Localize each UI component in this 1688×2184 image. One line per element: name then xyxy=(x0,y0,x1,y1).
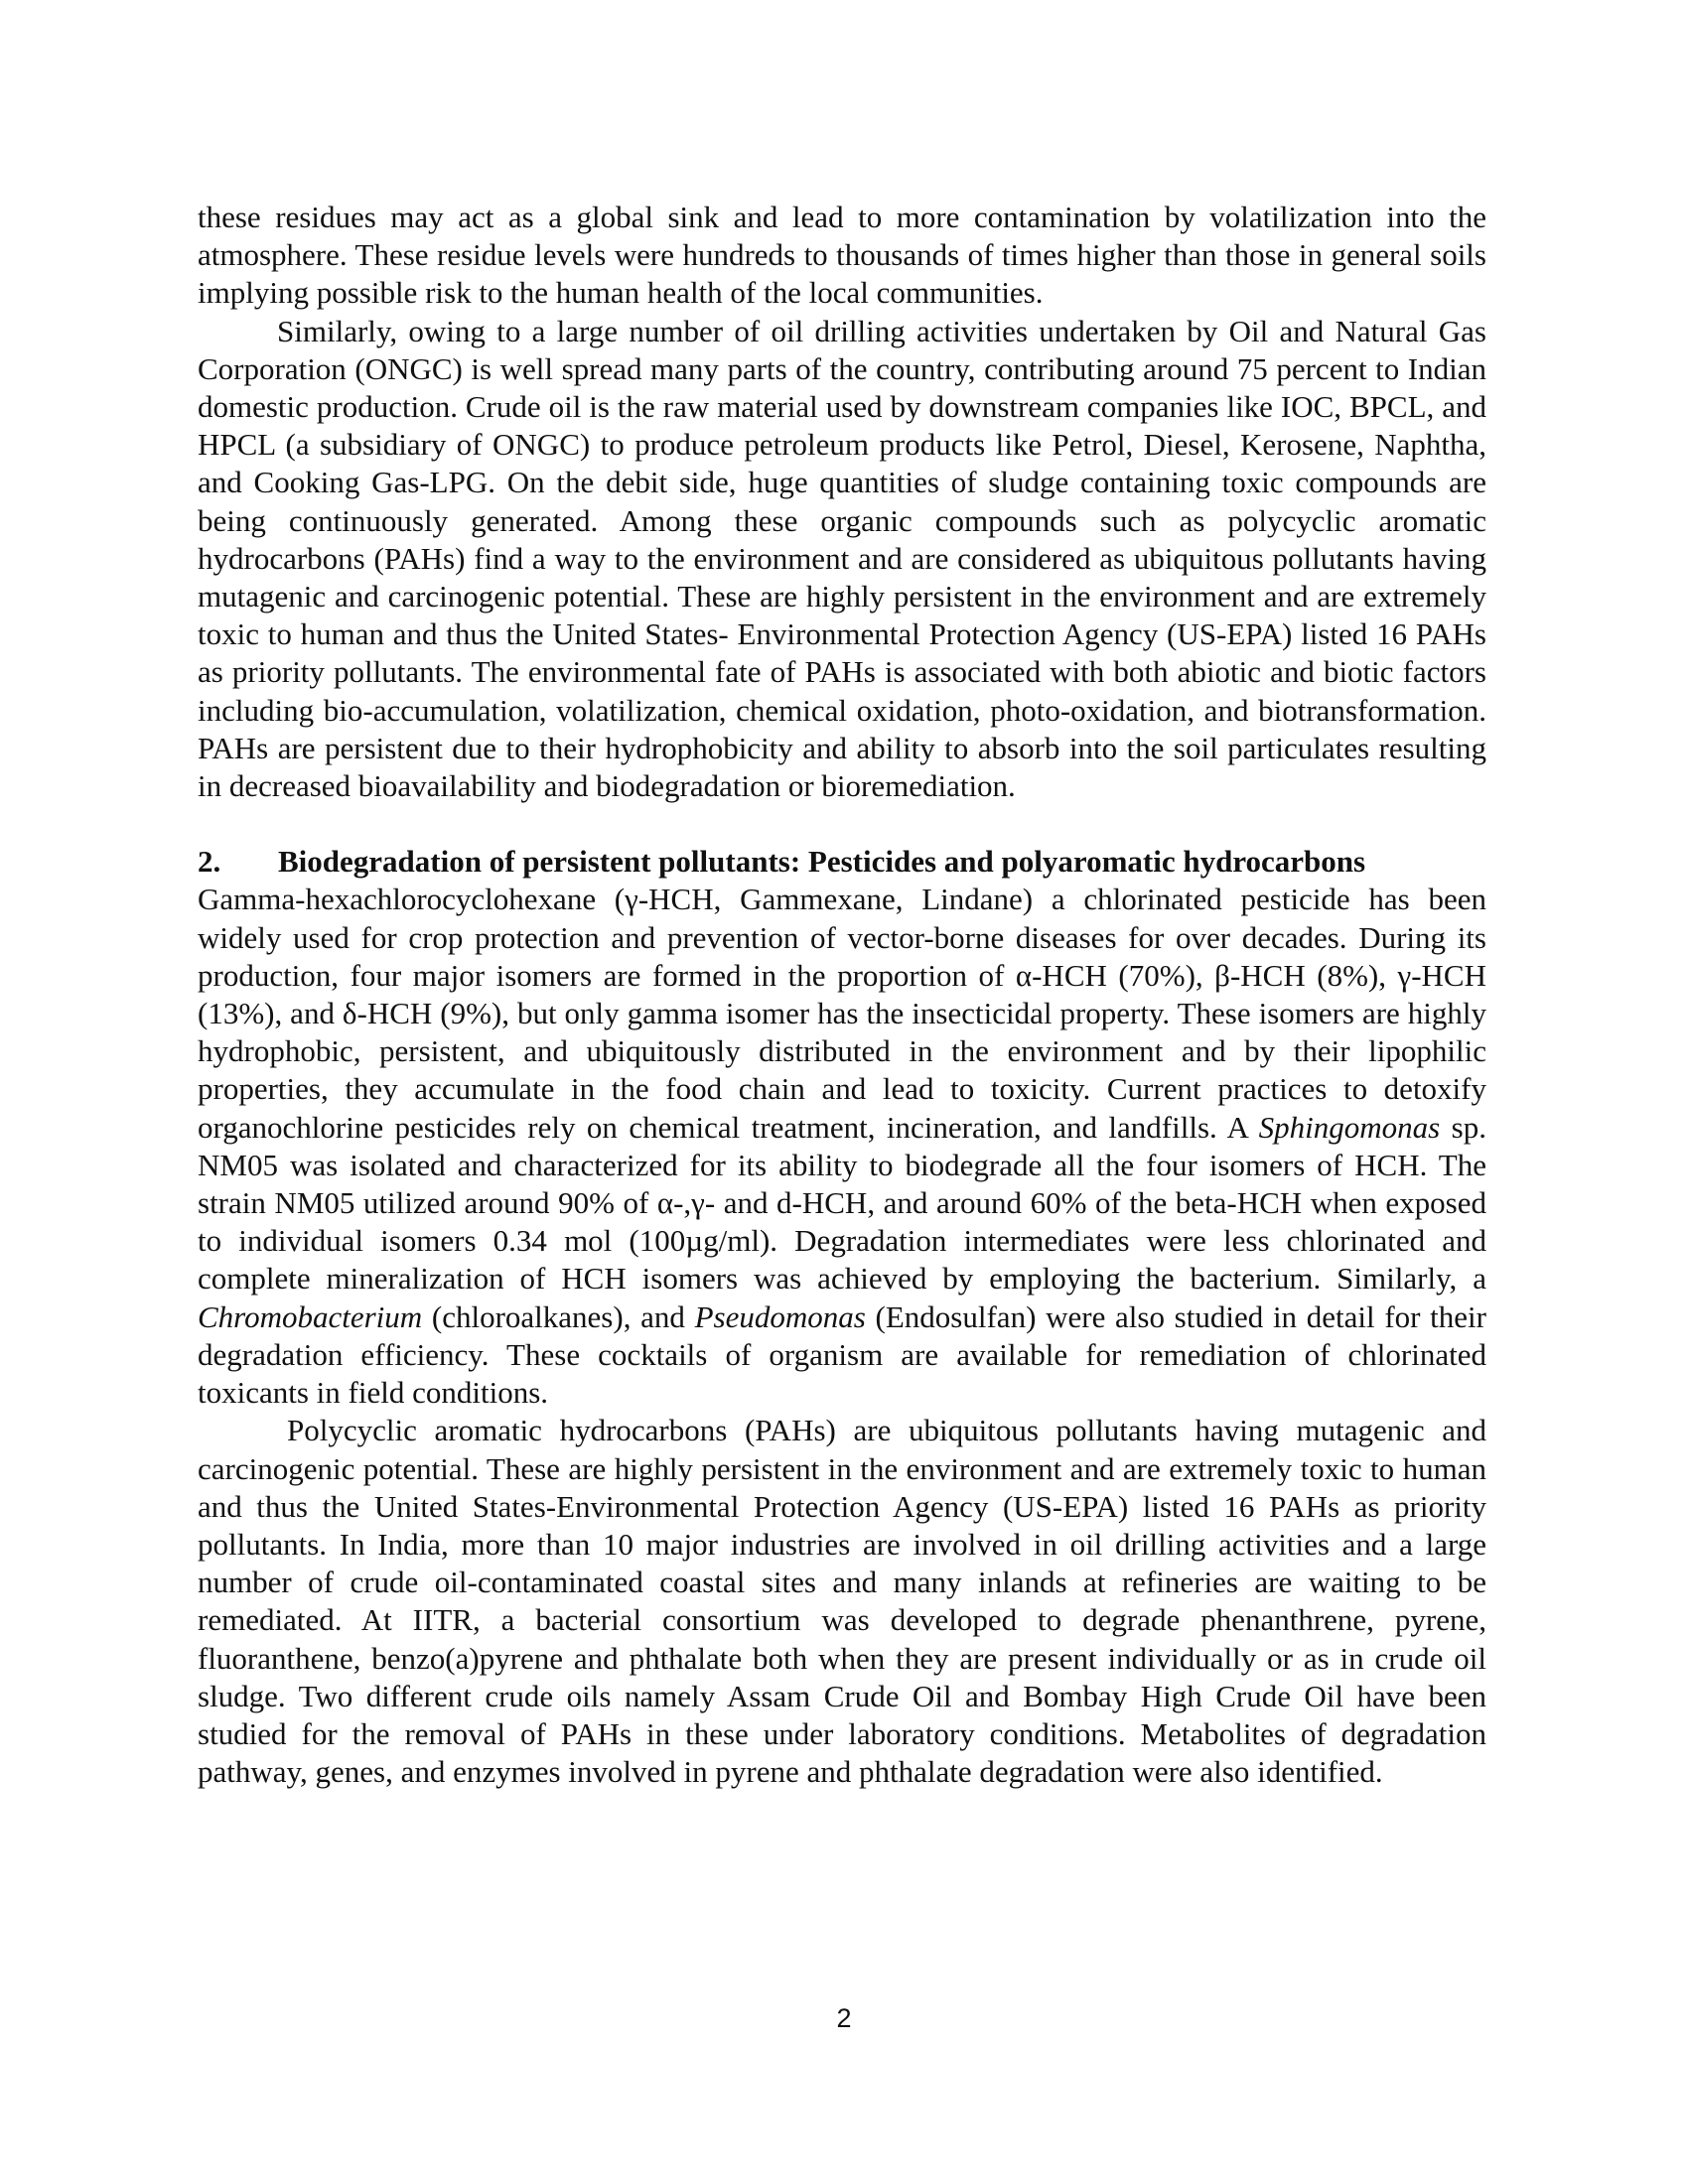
hch-text-1: Gamma-hexachlorocyclohexane (γ-HCH, Gammexane, Lindane) a chlorinated pesticide has been widely used for crop protection and prevention of vector-borne diseases for over decades. During its production, four major isomers are formed in the proportion of α-HCH (70%), β-HCH (8%), γ-HCH (13%), and δ-HCH (9%), but only gamma isomer has the insecticidal property. These isomers are highly hydrophobic, persistent, and ubiquitously distributed in the environment and by their lipophilic properties, they accumulate in the food chain and lead to toxicity. Current practices to detoxify organochlorine pesticides rely on chemical treatment, incineration, and landfills. A xyxy=(198,882,1486,1145)
document-page xyxy=(198,199,1486,1791)
section-number: 2. xyxy=(198,844,221,880)
paragraph-pahs: Polycyclic aromatic hydrocarbons (PAHs) are ubiquitous pollutants having mutagenic and carcinogenic potential. These are highly persistent in the environment and are extremely toxic to human and thus the United States-Environmental Protection Agency (US-EPA) listed 16 PAHs as priority pollutants. In India, more than 10 major industries are involved in oil drilling activities and a large number of crude oil-contaminated coastal sites and many inlands at refineries are waiting to be remediated. At IITR, a bacterial consortium was developed to degrade phenanthrene, pyrene, fluoranthene, benzo(a)pyrene and phthalate both when they are present individually or as in crude oil sludge. Two different crude oils namely Assam Crude Oil and Bombay High Crude Oil have been studied for the removal of PAHs in these under laboratory conditions. Metabolites of degradation pathway, genes, and enzymes involved in pyrene and phthalate degradation were also identified. xyxy=(198,1413,1486,1790)
hch-text-3: (chloroalkanes), and xyxy=(422,1298,695,1334)
page-number: 2 xyxy=(836,2003,852,2033)
species-pseudomonas: Pseudomonas xyxy=(694,1298,866,1334)
paragraph-oil-drilling: Similarly, owing to a large number of oil drilling activities undertaken by Oil and Natural Gas Corporation (ONGC) is well spread many parts of the country, contributing around 75 percent to Indian domestic production. Crude oil is the raw material used by downstream companies like IOC, BPCL, and HPCL (a subsidiary of ONGC) to produce petroleum products like Petrol, Diesel, Kerosene, Naphtha, and Cooking Gas-LPG. On the debit side, huge quantities of sludge containing toxic compounds are being continuously generated. Among these organic compounds such as polycyclic aromatic hydrocarbons (PAHs) find a way to the environment and are considered as ubiquitous pollutants having mutagenic and carcinogenic potential. These are highly persistent in the environment and are extremely toxic to human and thus the United States- Environmental Protection Agency (US-EPA) listed 16 PAHs as priority pollutants. The environmental fate of PAHs is associated with both abiotic and biotic factors including bio-accumulation, volatilization, chemical oxidation, photo-oxidation, and biotransformation. PAHs are persistent due to their hydrophobicity and ability to absorb into the soil particulates resulting in decreased bioavailability and biodegradation or bioremediation. xyxy=(198,313,1486,804)
paragraph-residues: these residues may act as a global sink and lead to more contamination by volatilization into the atmosphere. These residue levels were hundreds to thousands of times higher than those in general soils implying possible risk to the human health of the local communities. xyxy=(198,200,1486,311)
species-sphingomonas: Sphingomonas xyxy=(1258,1109,1441,1145)
paragraph-hch xyxy=(198,881,1486,1412)
hch-text-4: (Endosulfan) were also studied in detail for their degradation efficiency. These cocktails of organism are available for remediation of chlorinated toxicants in field conditions. xyxy=(198,1298,1486,1411)
section-title: Biodegradation of persistent pollutants: Pesticides and polyaromatic hydrocarbons xyxy=(278,844,1366,880)
section-heading xyxy=(198,843,1486,881)
hch-text-2: sp. NM05 was isolated and characterized for its ability to biodegrade all the four isomers of HCH. The strain NM05 utilized around 90% of α-,γ- and d-HCH, and around 60% of the beta-HCH when exposed to individual isomers 0.34 mol (100µg/ml). Degradation intermediates were less chlorinated and complete mineralization of HCH isomers was achieved by employing the bacterium. Similarly, a xyxy=(198,1109,1486,1297)
species-chromobacterium: Chromobacterium xyxy=(198,1298,423,1334)
